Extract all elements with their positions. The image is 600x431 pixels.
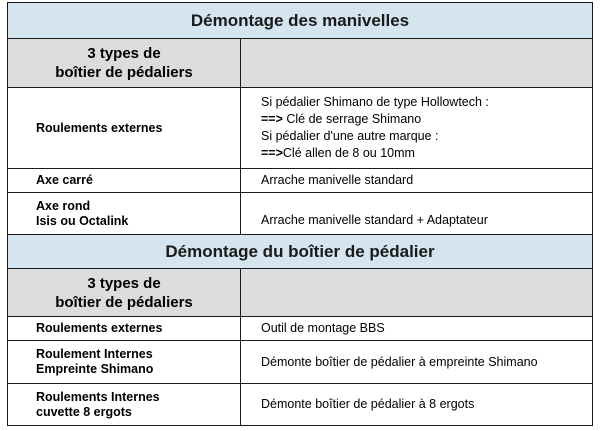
row-label-line2: cuvette 8 ergots [36,404,132,419]
value-line: Si pédalier Shimano de type Hollowtech : [261,95,489,109]
section2-title: Démontage du boîtier de pédalier [8,235,593,269]
row-value: Arrache manivelle standard + Adaptateur [241,193,593,235]
section1-title: Démontage des manivelles [8,3,593,39]
section1-types-empty-cell [241,39,593,88]
value-line [261,111,592,128]
section1-header-row [8,3,593,39]
row-value: Démonte boîtier de pédalier à 8 ergots [241,384,593,426]
arrow-text: ==> [261,112,283,126]
section2-types-header-line1: 3 types de [87,274,161,292]
row-label-line1: Roulements Internes [36,389,160,404]
section1-types-header-line1: 3 types de [87,45,161,62]
table-row [8,384,593,426]
table-row [8,88,593,169]
arrow-text: ==> [261,146,283,160]
row-label: Axe carré [8,169,241,193]
row-label: Roulements externes [8,88,241,169]
table-row [8,169,593,193]
row-value: Outil de montage BBS [241,317,593,341]
row-label [8,384,241,426]
section2-types-header-line2: boîtier de pédaliers [55,293,193,311]
row-label [8,193,241,235]
value-line [261,145,592,162]
section2-types-header [8,269,241,317]
tools-table [7,2,593,426]
row-label-line1: Axe rond [36,198,91,213]
row-value: Arrache manivelle standard [241,169,593,193]
value-line-text: Clé de serrage Shimano [282,112,422,126]
section2-types-empty-cell [241,269,593,317]
value-line: Si pédalier d'une autre marque : [261,129,439,143]
section2-header-row [8,235,593,269]
table-row [8,317,593,341]
row-label-line1: Roulement Internes [36,347,153,361]
row-label: Roulements externes [8,317,241,341]
section1-types-row [8,39,593,88]
section1-types-header-line2: boîtier de pédaliers [55,64,193,81]
table-row [8,193,593,235]
table-row [8,341,593,384]
row-label [8,341,241,384]
row-value [241,88,593,169]
section2-types-row [8,269,593,317]
value-line-text: Clé allen de 8 ou 10mm [282,146,415,160]
row-value: Démonte boîtier de pédalier à empreinte Shimano [241,341,593,384]
row-label-line2: Empreinte Shimano [36,362,154,376]
section1-types-header [8,39,241,88]
row-label-line2: Isis ou Octalink [36,213,129,228]
